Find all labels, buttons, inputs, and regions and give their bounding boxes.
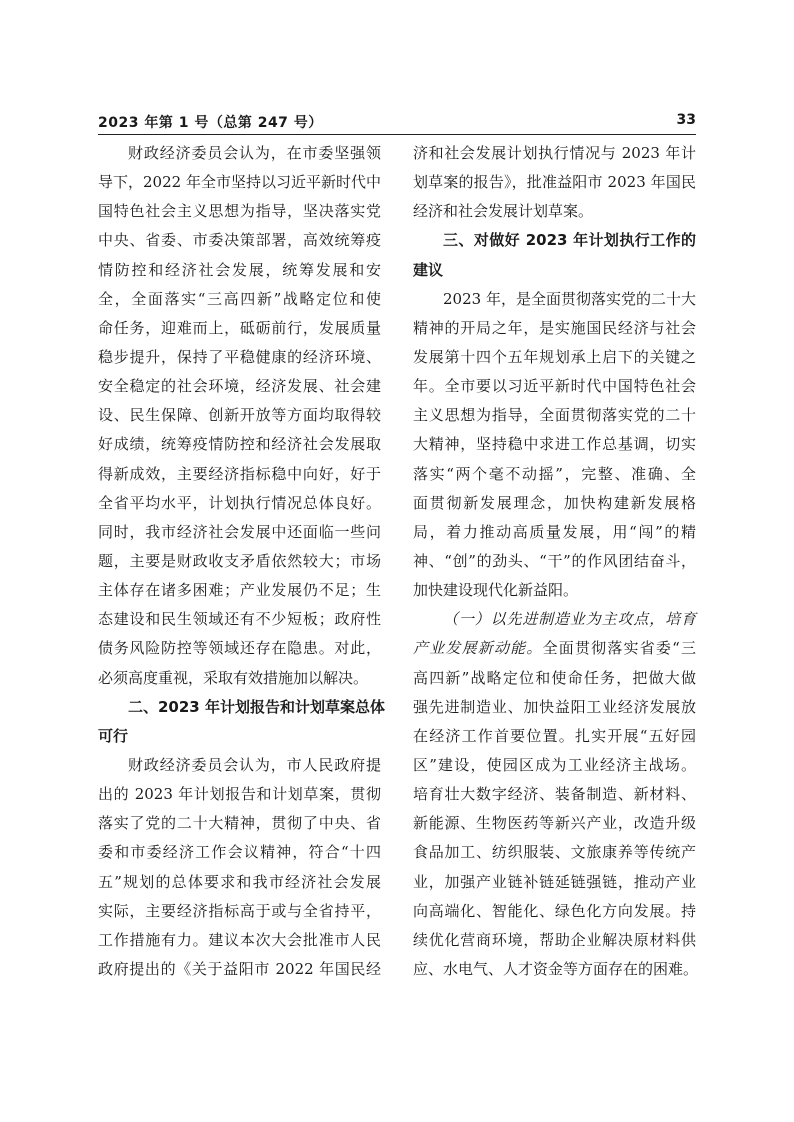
- body-text-line: 年。全市要以习近平新时代中国特色社会: [413, 377, 696, 396]
- body-text-line: 强先进制造业、加快益阳工业经济发展放: [413, 697, 696, 716]
- body-text-line: 态建设和民生领域还有不少短板；政府性: [98, 610, 381, 629]
- body-text-line: 财政经济委员会认为，市人民政府提: [128, 755, 381, 774]
- left-column: [98, 139, 385, 984]
- body-text-line: 发展第十四个五年规划承上启下的关键之: [413, 347, 696, 366]
- body-text-line: 全省平均水平，计划执行情况总体良好。: [98, 493, 381, 512]
- body-text-line: 应、水电气、人才资金等方面存在的困难。: [413, 959, 699, 978]
- body-text-line: 题，主要是财政收支矛盾依然较大；市场: [98, 551, 381, 570]
- body-text-line: 设、民生保障、创新开放等方面均取得较: [98, 406, 381, 425]
- section-heading-line: 建议: [413, 260, 444, 279]
- section-heading-line: 二、2023 年计划报告和计划草案总体: [128, 697, 385, 716]
- body-text-line: 安全稳定的社会环境，经济发展、社会建: [98, 377, 381, 396]
- body-text-line: 大精神，坚持稳中求进工作总基调，切实: [413, 435, 696, 454]
- body-text-line: 财政经济委员会认为，在市委坚强领: [128, 144, 381, 162]
- body-text-line: 情防控和经济社会发展，统筹发展和安: [98, 260, 381, 279]
- body-text-line: 同时，我市经济社会发展中还面临一些问: [98, 522, 381, 541]
- body-text-line: 济和社会发展计划执行情况与 2023 年计: [413, 144, 696, 162]
- body-text-line: 区”建设，使园区成为工业经济主战场。: [413, 755, 696, 774]
- body-text-line: 2023 年，是全面贯彻落实党的二十大: [443, 289, 696, 308]
- body-text-line: 必须高度重视，采取有效措施加以解决。: [98, 668, 369, 687]
- issue-label: 2023 年第 1 号（总第 247 号）: [98, 115, 323, 131]
- body-text-line: 中央、省委、市委决策部署，高效统筹疫: [98, 231, 381, 250]
- body-text-line: 五”规划的总体要求和我市经济社会发展: [98, 872, 381, 891]
- body-text-line: 划草案的报告》，批准益阳市 2023 年国民: [413, 173, 696, 192]
- subheading-text: 产业发展新动能。: [413, 639, 543, 658]
- body-text-line: 导下，2022 年全市坚持以习近平新时代中: [98, 173, 381, 192]
- right-column: [413, 139, 699, 984]
- body-text-line: 食品加工、纺织服装、文旅康养等传统产: [413, 843, 696, 862]
- body-text-line: 精神的开局之年，是实施国民经济与社会: [413, 318, 696, 337]
- body-text-line: 续优化营商环境，帮助企业解决原材料供: [413, 930, 696, 949]
- body-text-line: （一）以先进制造业为主攻点，培育: [443, 610, 696, 629]
- section-heading-line: 可行: [98, 726, 129, 745]
- body-text-line: 得新成效，主要经济指标稳中向好，好于: [98, 464, 381, 483]
- body-text-line: 落实了党的二十大精神，贯彻了中央、省: [98, 814, 381, 833]
- body-text-line: 神、“创”的劲头、“干”的作风团结奋斗，: [413, 551, 696, 570]
- header-rule: [98, 134, 696, 135]
- body-text-line: 命任务，迎难而上，砥砺前行，发展质量: [98, 318, 381, 337]
- body-text-line: 工作措施有力。建议本次大会批准市人民: [98, 930, 381, 949]
- body-text-line: [413, 634, 696, 663]
- body-text-line: 面贯彻新发展理念，加快构建新发展格: [413, 493, 696, 512]
- body-text-line: 业，加强产业链补链延链强链，推动产业: [413, 872, 696, 891]
- body-text-line: 局，着力推动高质量发展，用“闯”的精: [413, 522, 696, 541]
- page-number: 33: [676, 112, 696, 128]
- body-text-line: 在经济工作首要位置。扎实开展“五好园: [413, 726, 696, 745]
- body-text-line: 加快建设现代化新益阳。: [413, 581, 579, 600]
- section-heading-line: 三、对做好 2023 年计划执行工作的: [443, 231, 696, 250]
- body-text-line: 落实“两个毫不动摇”，完整、准确、全: [413, 464, 696, 483]
- body-text-line: 向高端化、智能化、绿色化方向发展。持: [413, 901, 696, 920]
- body-text-line: 主体存在诸多困难；产业发展仍不足；生: [98, 581, 381, 600]
- body-text-line: 经济和社会发展计划草案。: [413, 202, 594, 221]
- body-text-line: 实际，主要经济指标高于或与全省持平，: [98, 901, 381, 920]
- body-text-line: 委和市委经济工作会议精神，符合“十四: [98, 843, 381, 862]
- body-text-line: 主义思想为指导，全面贯彻落实党的二十: [413, 406, 696, 425]
- body-text-line: 国特色社会主义思想为指导，坚决落实党: [98, 202, 381, 221]
- body-text-line: 全，全面落实“三高四新”战略定位和使: [98, 289, 381, 308]
- body-text-line: 新能源、生物医药等新兴产业，改造升级: [413, 814, 696, 833]
- body-text-line: 债务风险防控等领域还存在隐患。对此，: [98, 639, 381, 658]
- body-text-line: 培育壮大数字经济、装备制造、新材料、: [413, 785, 696, 804]
- body-text-line: 高四新”战略定位和使命任务，把做大做: [413, 668, 696, 687]
- running-header: [98, 112, 696, 132]
- body-text-line: 政府提出的《关于益阳市 2022 年国民经: [98, 959, 381, 978]
- body-text-line: 好成绩，统筹疫情防控和经济社会发展取: [98, 435, 381, 454]
- body-text: 全面贯彻落实省委“三: [542, 639, 696, 658]
- body-text-line: 稳步提升，保持了平稳健康的经济环境、: [98, 347, 381, 366]
- body-text-line: 出的 2023 年计划报告和计划草案，贯彻: [98, 785, 381, 804]
